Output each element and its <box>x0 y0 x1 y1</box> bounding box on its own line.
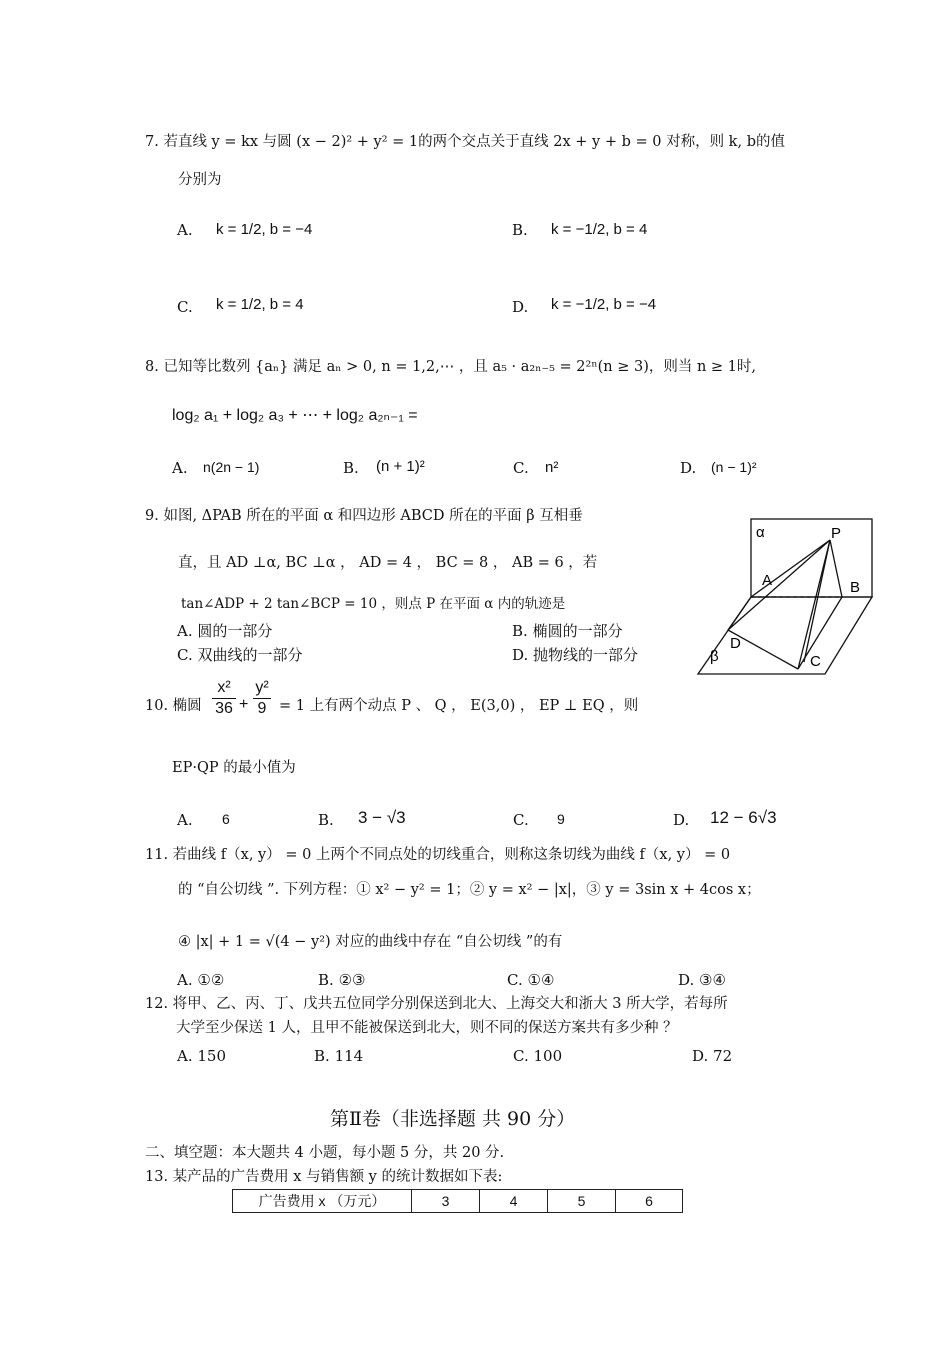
q9-stem-line3: tan∠ADP + 2 tan∠BCP = 10 ，则点 P 在平面 α 内的轨迹是 <box>181 596 566 612</box>
q9-figure <box>690 512 880 682</box>
q8-option-d: (n − 1)² <box>711 459 757 475</box>
q9-option-c: C. 双曲线的一部分 <box>177 646 303 664</box>
q11-stem-line2: 的 “自公切线 ”. 下列方程：① x² − y² = 1；② y = x² − |x|，③ y = 3sin x + 4cos x； <box>178 882 761 898</box>
q12-option-d: D. 72 <box>692 1047 733 1065</box>
q11-stem-line3: ④ |x| + 1 = √(4 − y²) 对应的曲线中存在 “自公切线 ”的有 <box>178 934 563 950</box>
q12-option-a: A. 150 <box>177 1047 227 1065</box>
label-p: P <box>831 525 842 542</box>
q11-option-c: C. ①④ <box>507 971 555 989</box>
q13-stem: 13. 某产品的广告费用 x 与销售额 y 的统计数据如下表: <box>145 1169 503 1185</box>
q7-option-c-label: C. <box>177 298 193 316</box>
q10-option-c-label: C. <box>513 811 529 829</box>
table-cell: 5 <box>548 1190 616 1213</box>
q11-option-b: B. ②③ <box>318 971 366 989</box>
q8-option-b-label: B. <box>343 459 359 477</box>
q8-option-c: n² <box>545 459 559 476</box>
q13-table <box>232 1189 683 1213</box>
table-header-cell: 广告费用 x （万元） <box>233 1190 412 1213</box>
section2-part-heading: 二、填空题：本大题共 4 小题，每小题 5 分，共 20 分. <box>145 1145 505 1161</box>
table-cell: 3 <box>412 1190 480 1213</box>
q12-stem-line1: 12. 将甲、乙、丙、丁、戊共五位同学分别保送到北大、上海交大和浙大 3 所大学，若每所 <box>145 996 728 1012</box>
label-beta: β <box>710 648 719 665</box>
q8-stem: 8. 已知等比数列 {aₙ} 满足 aₙ > 0, n = 1,2,⋯ ，且 a₅ · a₂ₙ₋₅ = 2²ⁿ(n ≥ 3)，则当 n ≥ 1时, <box>145 359 757 375</box>
edge-pd <box>728 540 830 630</box>
q9-option-a: A. 圆的一部分 <box>177 622 273 640</box>
table-cell: 6 <box>616 1190 683 1213</box>
edge-pc2 <box>804 540 830 662</box>
q11-option-d: D. ③④ <box>678 971 726 989</box>
q9-stem-line2: 直，且 AD ⊥α, BC ⊥α ， AD = 4 ， BC = 8 ， AB = 6 ，若 <box>178 555 598 571</box>
q10-stem-post: = 1 上有两个动点 P 、 Q ， E(3,0) ， EP ⊥ EQ ，则 <box>279 698 639 714</box>
section2-title: 第Ⅱ卷（非选择题 共 90 分） <box>330 1108 576 1130</box>
q10-fraction-y: y² 9 <box>253 680 271 717</box>
q7-option-b-label: B. <box>512 221 528 239</box>
q8-option-b: (n + 1)² <box>376 458 425 475</box>
q7-option-a-label: A. <box>177 221 193 239</box>
label-c: C <box>810 653 821 670</box>
label-alpha: α <box>756 524 765 541</box>
q9-stem-line1: 9. 如图, ΔPAB 所在的平面 α 和四边形 ABCD 所在的平面 β 互相垂 <box>145 508 583 524</box>
label-d: D <box>730 635 741 652</box>
q8-expression: log₂ a₁ + log₂ a₃ + ⋯ + log₂ a₂ₙ₋₁ = <box>172 407 418 424</box>
q11-stem-line1: 11. 若曲线 f（x, y） = 0 上两个不同点处的切线重合，则称这条切线为曲线 f（x, y） = 0 <box>145 847 731 863</box>
q11-option-a: A. ①② <box>177 971 225 989</box>
q7-stem-cont: 分别为 <box>178 172 222 188</box>
q10-option-a-label: A. <box>177 811 193 829</box>
edge-pb <box>830 540 842 597</box>
q7-option-a: k = 1/2, b = −4 <box>216 221 313 238</box>
q9-option-b: B. 椭圆的一部分 <box>512 622 623 640</box>
q10-option-d-label: D. <box>673 811 690 829</box>
q10-stem-line2: EP·QP 的最小值为 <box>172 760 296 776</box>
q10-option-c: 9 <box>557 811 565 827</box>
q7-option-b: k = −1/2, b = 4 <box>551 221 648 238</box>
q10-option-a: 6 <box>222 811 230 827</box>
q8-option-a-label: A. <box>172 459 188 477</box>
q7-stem: 7. 若直线 y = kx 与圆 (x − 2)² + y² = 1的两个交点关于直线 2x + y + b = 0 对称，则 k, b的值 <box>145 134 785 150</box>
q10-stem-pre: 10. 椭圆 <box>145 698 202 714</box>
label-b: B <box>850 579 861 596</box>
q10-option-d: 12 − 6√3 <box>710 808 777 827</box>
q12-option-c: C. 100 <box>513 1047 563 1065</box>
q10-option-b-label: B. <box>318 811 334 829</box>
q7-option-c: k = 1/2, b = 4 <box>216 296 304 313</box>
q7-option-d: k = −1/2, b = −4 <box>551 296 657 313</box>
table-cell: 4 <box>480 1190 548 1213</box>
q7-option-d-label: D. <box>512 298 529 316</box>
q8-option-a: n(2n − 1) <box>203 459 260 475</box>
q8-option-c-label: C. <box>513 459 529 477</box>
table-row <box>233 1190 683 1213</box>
q10-plus: + <box>239 696 249 713</box>
q8-option-d-label: D. <box>680 459 697 477</box>
label-a: A <box>762 572 773 589</box>
q12-option-b: B. 114 <box>314 1047 364 1065</box>
q10-option-b: 3 − √3 <box>358 808 406 827</box>
q12-stem-line2: 大学至少保送 1 人，且甲不能被保送到北大，则不同的保送方案共有多少种 ？ <box>176 1020 678 1036</box>
q9-option-d: D. 抛物线的一部分 <box>512 646 639 664</box>
q10-fraction-x: x² 36 <box>212 680 236 717</box>
